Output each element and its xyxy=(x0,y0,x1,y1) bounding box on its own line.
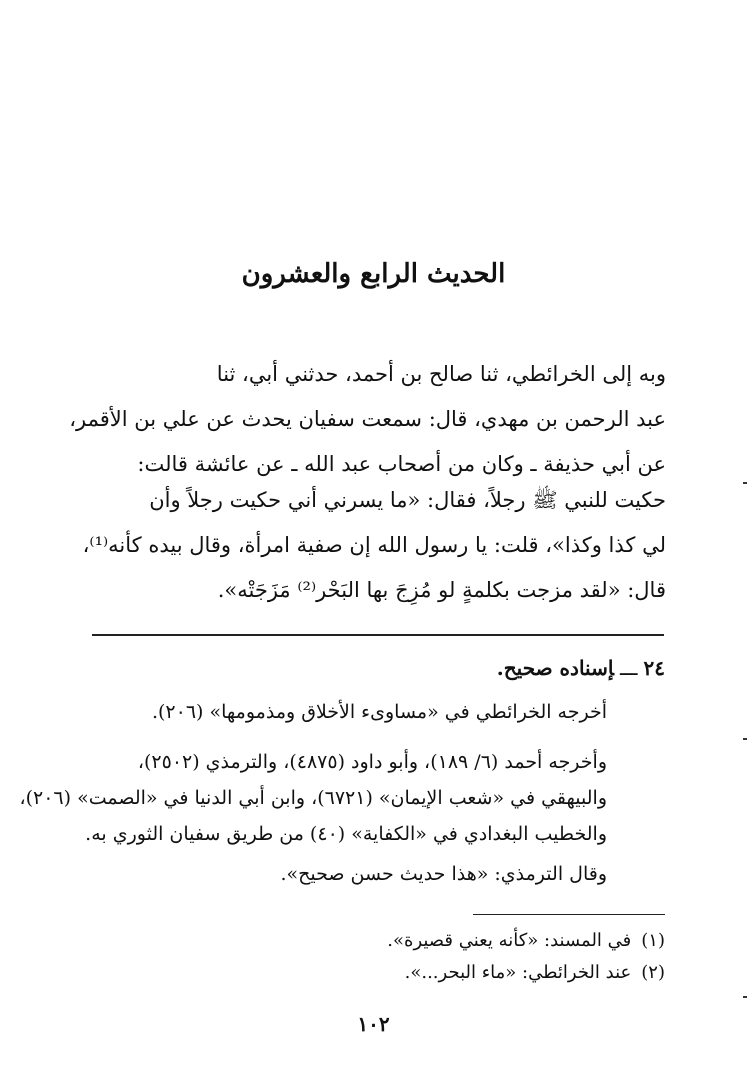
tirmidhi-note: وقال الترمذي: «هذا حديث حسن صحيح». xyxy=(280,863,607,885)
matn-paragraph xyxy=(82,478,666,613)
section-divider xyxy=(92,634,664,636)
isnad-line: وبه إلى الخرائطي، ثنا صالح بن أحمد، حدثني أبي، ثنا xyxy=(216,362,666,386)
scan-edge-mark xyxy=(743,738,747,740)
footnote-text: في المسند: «كأنه يعني قصيرة». xyxy=(387,930,632,951)
matn-line: لي كذا وكذا»، قلت: يا رسول الله إن صفية امرأة، وقال بيده كأنه⁽¹⁾، xyxy=(82,533,666,557)
scan-edge-mark xyxy=(743,482,747,484)
isnad-paragraph xyxy=(69,352,666,487)
footnote xyxy=(405,958,665,988)
takhrij-line: وأخرجه أحمد (٦/ ١٨٩)، وأبو داود (٤٨٧٥)، والترمذي (٢٥٠٢)، xyxy=(137,751,607,773)
footnote-number: (٢) xyxy=(641,962,665,983)
footnote-number: (١) xyxy=(641,930,665,951)
takhrij-heading: ٢٤ـــإسناده صحيح. xyxy=(496,656,665,680)
footnote-divider xyxy=(473,914,665,915)
isnad-line: عبد الرحمن بن مهدي، قال: سمعت سفيان يحدث عن علي بن الأقمر، xyxy=(69,407,666,431)
footnote xyxy=(387,926,665,956)
matn-line: حكيت للنبي ﷺ رجلاً، فقال: «ما يسرني أني حكيت رجلاً وأن xyxy=(149,488,666,512)
hadith-heading: الحديث الرابع والعشرون xyxy=(241,259,506,289)
takhrij-line: والخطيب البغدادي في «الكفاية» (٤٠) من طريق سفيان الثوري به. xyxy=(85,823,607,845)
takhrij-line: والبيهقي في «شعب الإيمان» (٦٧٢١)، وابن أبي الدنيا في «الصمت» (٢٠٦)، xyxy=(19,787,607,809)
matn-line: قال: «لقد مزجت بكلمةٍ لو مُزِجَ بها البَحْر⁽²⁾ مَزَجَتْه». xyxy=(217,578,666,602)
scan-edge-mark xyxy=(743,996,747,998)
page-number: ١٠٢ xyxy=(357,1012,390,1036)
isnad-line: عن أبي حذيفة ـ وكان من أصحاب عبد الله ـ عن عائشة قالت: xyxy=(137,452,666,476)
grade-text: إسناده صحيح. xyxy=(496,656,614,680)
footnote-text: عند الخرائطي: «ماء البحر...». xyxy=(404,962,632,983)
hadith-number: ٢٤ xyxy=(643,656,665,680)
takhrij-note-multiline xyxy=(19,744,607,852)
takhrij-note: أخرجه الخرائطي في «مساوىء الأخلاق ومذمومها» (٢٠٦). xyxy=(151,701,607,723)
